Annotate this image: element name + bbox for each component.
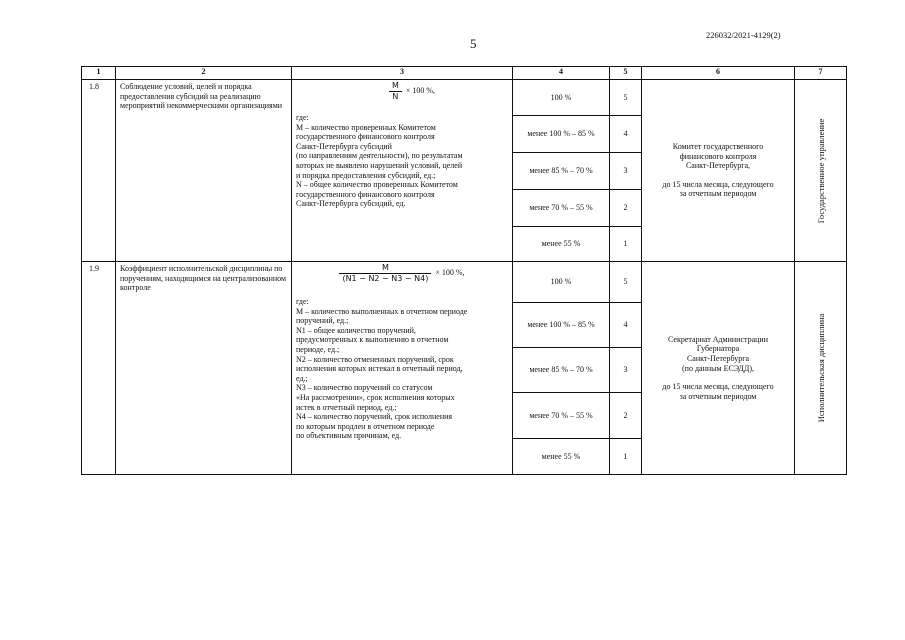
criterion-score: 1	[610, 439, 642, 475]
definition-line: N1 – общее количество поручений,	[296, 325, 416, 335]
criterion-score: 2	[610, 393, 642, 439]
definition-line: ед.;	[296, 373, 308, 383]
row-number: 1.9	[82, 262, 116, 475]
source-line: финансового контроля	[679, 151, 757, 161]
criterion-range: менее 85 % – 70 %	[513, 153, 610, 190]
column-header: 7	[795, 67, 847, 80]
definition-line: государственного финансового контроля	[296, 189, 435, 199]
category-cell	[795, 80, 847, 262]
where-label: где:	[296, 113, 309, 122]
fraction	[389, 81, 402, 101]
fraction-denominator: N	[392, 91, 399, 101]
definition-line: М – количество выполненных в отчетном периоде	[296, 306, 468, 316]
criterion-score: 4	[610, 303, 642, 348]
indicator-name: Коэффициент исполнительской дисциплины по поручениям, находящимся на централизованном контроле	[116, 262, 292, 475]
source-line: (по данным ЕСЭДД),	[682, 363, 754, 373]
formula-cell	[292, 262, 513, 475]
column-header: 6	[642, 67, 795, 80]
criterion-range: менее 55 %	[513, 439, 610, 475]
category-label: Государственное управление	[815, 118, 826, 223]
source-line: Губернатора	[696, 344, 740, 354]
column-header: 1	[82, 67, 116, 80]
category-label: Исполнительская дисциплина	[815, 313, 826, 423]
criterion-range: менее 70 % – 55 %	[513, 190, 610, 227]
criterion-score: 3	[610, 348, 642, 393]
definition-line: и порядка предоставления субсидий, ед.;	[296, 170, 436, 180]
criterion-range: менее 85 % – 70 %	[513, 348, 610, 393]
definition-line: Санкт-Петербурга субсидий, ед.	[296, 199, 406, 209]
deadline-line: до 15 числа месяца, следующего	[662, 382, 774, 392]
criterion-score: 5	[610, 262, 642, 303]
formula-multiplier: × 100 %,	[405, 86, 436, 96]
indicators-table	[81, 66, 847, 475]
table-row	[82, 80, 847, 116]
formula	[296, 81, 508, 107]
source-line: Санкт-Петербурга,	[685, 161, 751, 171]
page-number: 5	[470, 36, 477, 51]
criterion-score: 5	[610, 80, 642, 116]
definition-line: по объективным причинам, ед.	[296, 431, 402, 441]
criterion-score: 4	[610, 116, 642, 153]
indicator-name: Соблюдение условий, целей и порядка предоставления субсидий на реализацию мероприятий некоммерческими организациями	[116, 80, 292, 262]
definition-line: (по направлениям деятельности), по результатам	[296, 151, 463, 161]
criterion-range: менее 55 %	[513, 227, 610, 262]
data-source	[642, 80, 795, 262]
definition-line: М – количество проверенных Комитетом	[296, 122, 436, 132]
definition-line: истек в отчетный период, ед.;	[296, 402, 397, 412]
definition-line: предусмотренных к выполнению в отчетном	[296, 335, 449, 345]
definition-line: N4 – количество поручений, срок исполнения	[296, 412, 453, 422]
criterion-range: 100 %	[513, 262, 610, 303]
document-code: 226032/2021-4129(2)	[706, 30, 781, 40]
definition-line: поручений, ед.;	[296, 316, 349, 326]
category-cell	[795, 262, 847, 475]
definition-line: по которым продлен в отчетном периоде	[296, 421, 435, 431]
column-header: 2	[116, 67, 292, 80]
fraction	[339, 263, 431, 283]
fraction-numerator: M	[339, 263, 431, 274]
source-line: Комитет государственного	[672, 142, 764, 152]
column-header: 3	[292, 67, 513, 80]
source-line: Санкт-Петербурга	[686, 353, 750, 363]
criterion-range: менее 100 % – 85 %	[513, 303, 610, 348]
definition-line: которых не выявлено нарушений условий, целей	[296, 160, 463, 170]
table-row	[82, 262, 847, 303]
criterion-range: 100 %	[513, 80, 610, 116]
column-header: 5	[610, 67, 642, 80]
deadline-line: за отчетным периодом	[679, 189, 757, 199]
definition-line: исполнения которых истекал в отчетный период,	[296, 364, 463, 374]
formula-cell	[292, 80, 513, 262]
data-source	[642, 262, 795, 475]
definition-line: N – общее количество проверенных Комитетом	[296, 180, 458, 190]
deadline-line: до 15 числа месяца, следующего	[662, 179, 774, 189]
definition-line: Санкт-Петербурга субсидий	[296, 141, 392, 151]
source-line: Секретариат Администрации	[668, 334, 768, 344]
formula-multiplier: × 100 %,	[435, 268, 465, 278]
definition-line: периоде, ед.;	[296, 344, 340, 354]
definition-line: государственного финансового контроля	[296, 132, 435, 142]
criterion-range: менее 70 % – 55 %	[513, 393, 610, 439]
criterion-range: менее 100 % – 85 %	[513, 116, 610, 153]
criterion-score: 2	[610, 190, 642, 227]
criterion-score: 1	[610, 227, 642, 262]
formula-definitions	[296, 113, 508, 209]
deadline-line: за отчетным периодом	[679, 391, 757, 401]
fraction-numerator: M	[389, 81, 402, 92]
definition-line: «На рассмотрении», срок исполнения которых	[296, 392, 455, 402]
row-number: 1.8	[82, 80, 116, 262]
formula	[296, 263, 508, 293]
definition-line: N2 – количество отмененных поручений, срок	[296, 354, 454, 364]
definition-line: N3 – количество поручений со статусом	[296, 383, 433, 393]
criterion-score: 3	[610, 153, 642, 190]
where-label: где:	[296, 297, 309, 306]
header-row	[82, 67, 847, 80]
column-header: 4	[513, 67, 610, 80]
fraction-denominator: (N1 − N2 − N3 − N4)	[342, 273, 429, 283]
formula-definitions	[296, 297, 508, 441]
